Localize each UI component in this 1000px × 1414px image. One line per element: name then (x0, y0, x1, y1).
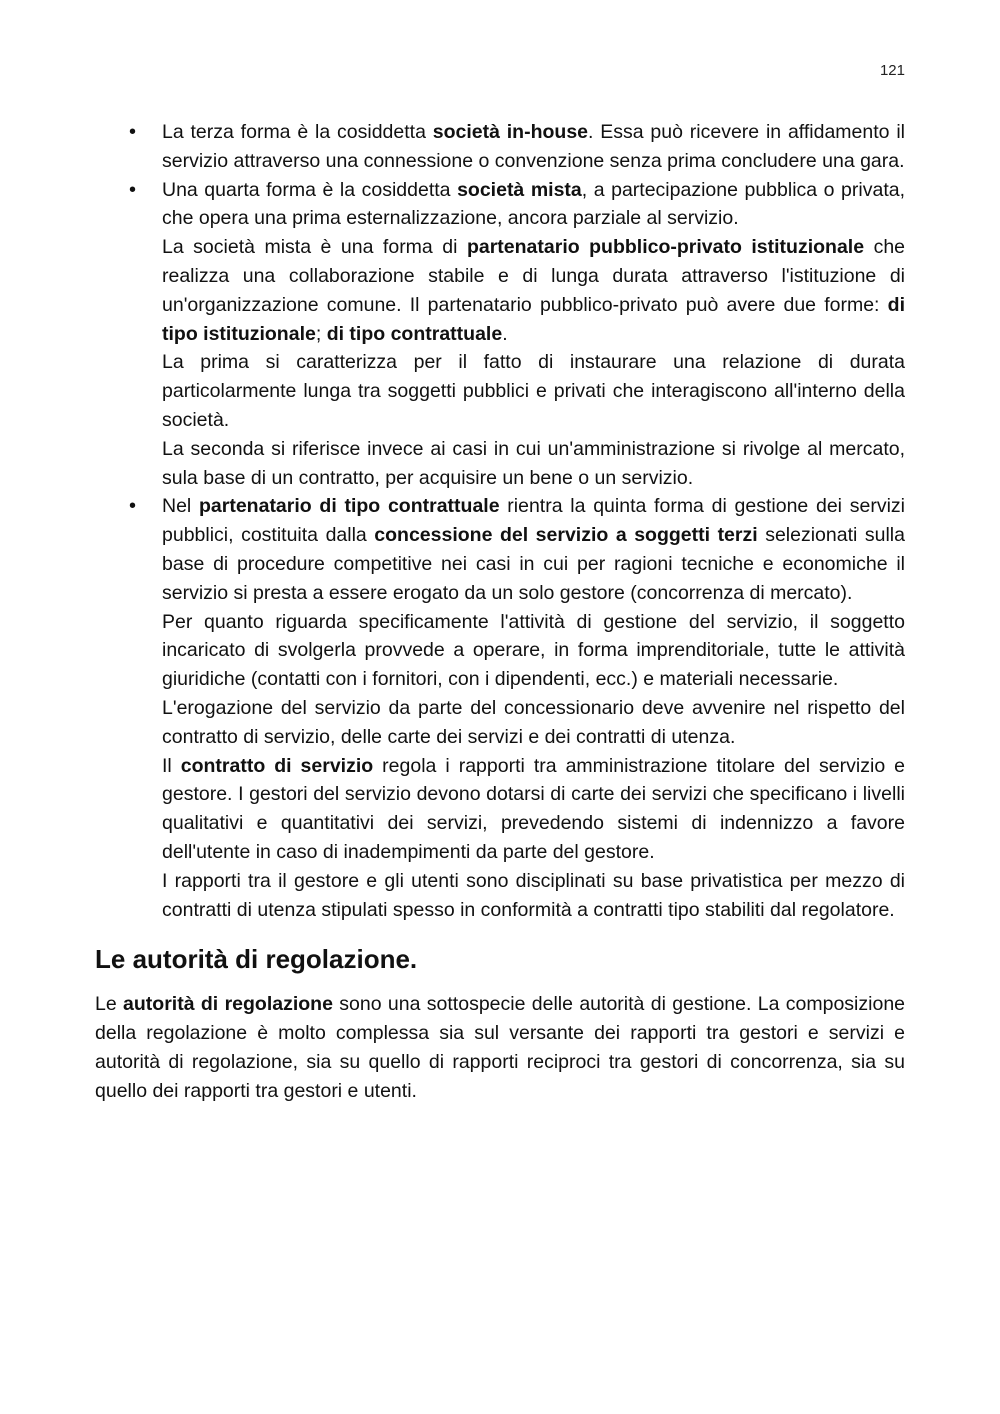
bold-text: partenatario pubblico-privato istituzionale (466, 236, 865, 259)
bullet-dot-icon: • (129, 121, 137, 143)
bullet-item (95, 492, 905, 924)
text-run: sono una sottospecie delle autorità di gestione. La composizione della regolazione è molto complessa sia sul versante dei rapporti tra gestori e servizi e autorità di regolazione, sia su quello di rapporti reciproci tra gestori di concorrenza, sia su quello dei rapporti tra gestori e utenti. (95, 993, 906, 1102)
text-run: . Essa può ricevere in affidamento il servizio attraverso una connessione o convenzione senza prima concludere una gara. (162, 121, 905, 172)
bold-text: società mista (457, 178, 582, 201)
page-number: 121 (879, 62, 905, 79)
bold-text: di tipo contrattuale (326, 322, 503, 345)
text-run: L'erogazione del servizio da parte del concessionario deve avvenire nel rispetto del contratto di servizio, delle carte dei servizi e dei contratti di utenza. (162, 696, 905, 748)
text-run: La seconda si riferisce invece ai casi in cui un'amministrazione si rivolge al mercato, sula base di un contratto, per acquisire un bene o un servizio. (162, 437, 905, 489)
text-run: ; (315, 322, 327, 345)
bullet-paragraph (162, 608, 905, 694)
bullet-paragraph (162, 348, 905, 434)
page-content (95, 118, 905, 1106)
text-run: che realizza una collaborazione stabile e di lunga durata attraverso l'istituzione di un'organizzazione comune. Il partenatario pubblico-privato può avere due forme: (162, 236, 906, 316)
bullet-dot-icon: • (129, 495, 137, 518)
bullet-list (95, 118, 905, 924)
text-run: Nel (162, 495, 199, 518)
section-body (95, 990, 905, 1105)
text-run: selezionati sulla base di procedure competitive nei casi in cui per ragioni tecniche e economiche il servizio si presta a essere erogato da un solo gestore (concorrenza di mercato). (162, 524, 905, 604)
text-run: . (502, 322, 508, 345)
text-run: regola i rapporti tra amministrazione titolare del servizio e gestore. I gestori del servizio devono dotarsi di carte dei servizi che specificano i livelli qualitativi e quantitativi dei servizi, prevedendo sistemi di indennizzo a favore dell'utente in caso di inadempimenti da parte del gestore. (162, 754, 905, 863)
text-run: rientra la quinta forma di gestione dei servizi pubblici, costituita dalla (162, 495, 905, 547)
bold-text: società in-house (432, 121, 589, 143)
bullet-paragraph (162, 752, 905, 867)
text-run: , a partecipazione pubblica o privata, che opera una prima esternalizzazione, ancora parziale al servizio. (162, 178, 905, 230)
section-title: Le autorità di regolazione. (95, 944, 418, 975)
bold-text: contratto di servizio (180, 754, 374, 777)
text-run: La prima si caratterizza per il fatto di instaurare una relazione di durata particolarmente lunga tra soggetti pubblici e privati che interagiscono all'interno della società. (162, 351, 905, 431)
bullet-paragraph (162, 867, 905, 925)
bullet-paragraph (162, 233, 905, 348)
text-run: La società mista è una forma di (162, 236, 467, 259)
text-run: La terza forma è la cosiddetta (162, 121, 433, 143)
bold-text: autorità di regolazione (123, 993, 333, 1016)
bold-text: partenatario di tipo contrattuale (199, 495, 500, 518)
bullet-paragraph (162, 435, 905, 493)
bullet-item (95, 176, 905, 493)
bullet-paragraph (162, 118, 905, 176)
bullet-dot-icon: • (129, 178, 137, 201)
text-run: I rapporti tra il gestore e gli utenti sono disciplinati su base privatistica per mezzo di contratti di utenza stipulati spesso in conformità a contratti tipo stabiliti dal regolatore. (162, 869, 905, 921)
text-run: Le (95, 993, 124, 1016)
bullet-paragraph (162, 492, 905, 607)
text-run: Per quanto riguarda specificamente l'attività di gestione del servizio, il soggetto incaricato di svolgerla provvede a operare, in forma imprenditoriale, tutte le attività giuridiche (contatti con i fornitori, con i dipendenti, ecc.) e materiali necessarie. (162, 610, 905, 691)
bold-text: concessione del servizio a soggetti terzi (374, 524, 758, 547)
bullet-item (95, 118, 905, 176)
text-run: Il (162, 754, 181, 777)
bullet-paragraph (162, 694, 905, 752)
bullet-paragraph (162, 176, 905, 234)
text-run: Una quarta forma è la cosiddetta (162, 178, 458, 201)
bold-text: di tipo istituzionale (162, 293, 905, 345)
